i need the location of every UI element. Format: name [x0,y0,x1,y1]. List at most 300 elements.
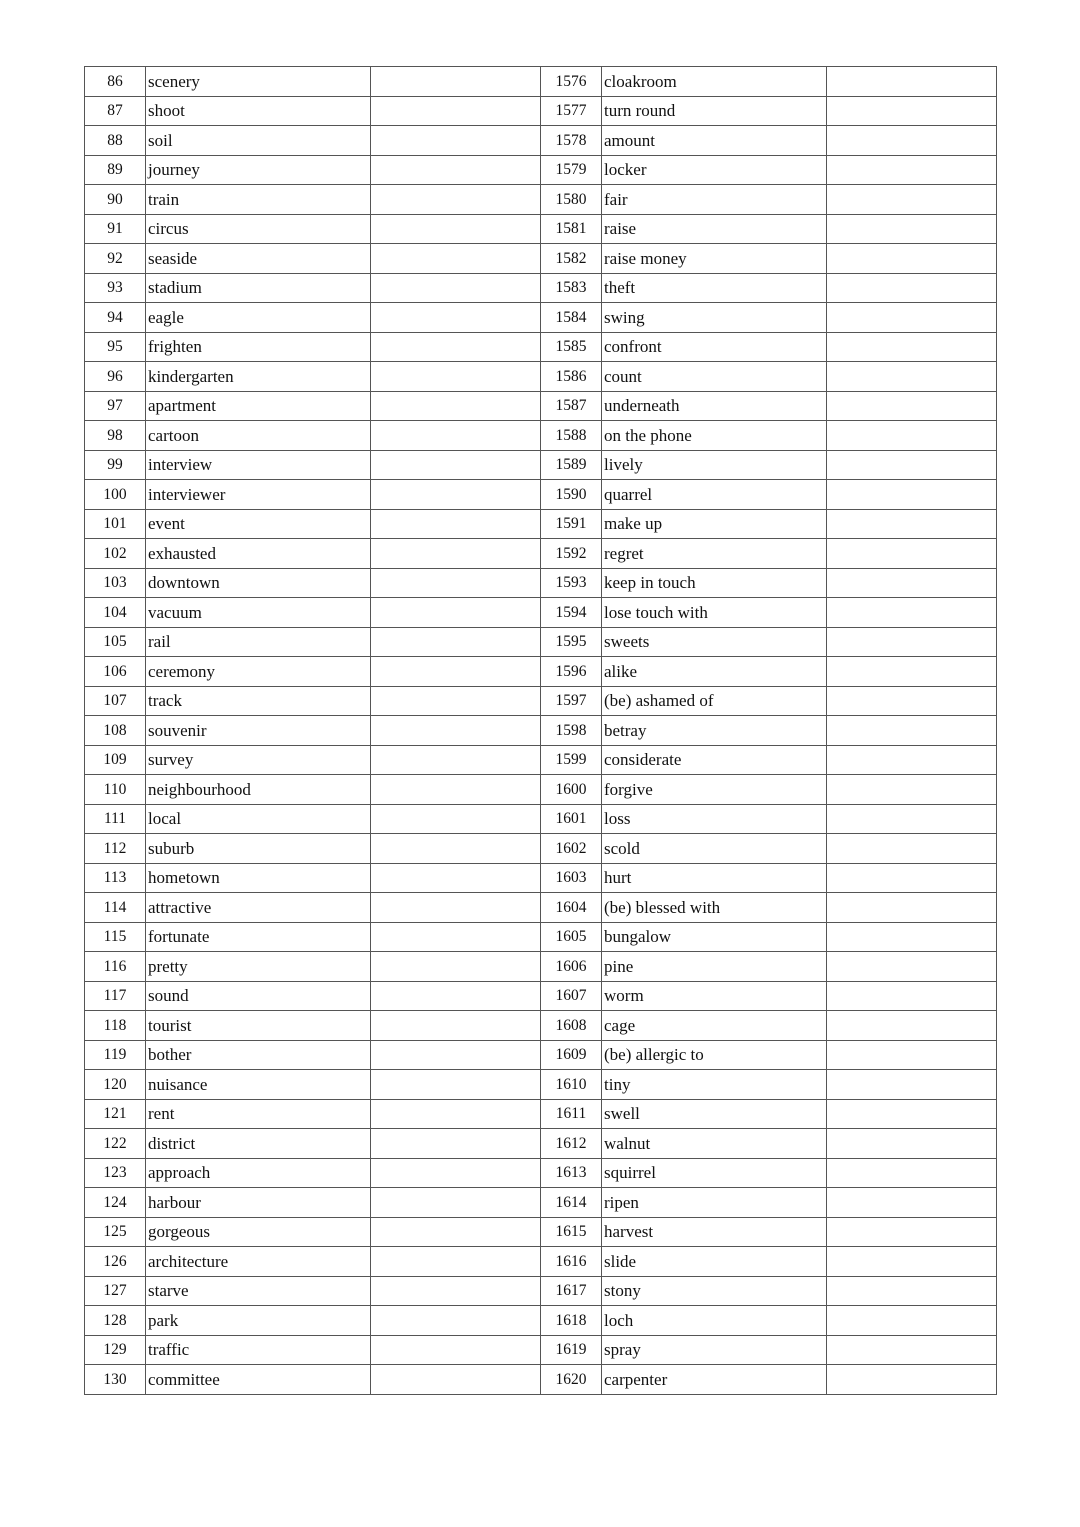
left-answer-blank [371,509,541,539]
right-entry-word: (be) ashamed of [602,686,827,716]
right-answer-blank [827,185,997,215]
left-answer-blank [371,96,541,126]
right-answer-blank [827,126,997,156]
right-entry-word: regret [602,539,827,569]
left-entry-word: pretty [146,952,371,982]
table-row [85,126,997,156]
right-entry-word: harvest [602,1217,827,1247]
left-answer-blank [371,273,541,303]
left-entry-word: attractive [146,893,371,923]
table-row [85,981,997,1011]
right-entry-word: pine [602,952,827,982]
left-answer-blank [371,332,541,362]
left-entry-word: rail [146,627,371,657]
left-entry-number: 98 [85,421,146,451]
right-answer-blank [827,922,997,952]
left-entry-number: 118 [85,1011,146,1041]
table-row [85,1335,997,1365]
table-row [85,775,997,805]
right-answer-blank [827,1070,997,1100]
right-entry-number: 1580 [541,185,602,215]
right-entry-word: on the phone [602,421,827,451]
right-entry-number: 1588 [541,421,602,451]
right-entry-number: 1582 [541,244,602,274]
right-entry-number: 1598 [541,716,602,746]
table-row [85,804,997,834]
left-answer-blank [371,155,541,185]
table-row [85,893,997,923]
right-answer-blank [827,1188,997,1218]
right-entry-word: loch [602,1306,827,1336]
right-answer-blank [827,952,997,982]
left-answer-blank [371,362,541,392]
left-entry-number: 102 [85,539,146,569]
left-entry-number: 110 [85,775,146,805]
left-answer-blank [371,1011,541,1041]
left-entry-number: 93 [85,273,146,303]
right-answer-blank [827,273,997,303]
left-entry-number: 126 [85,1247,146,1277]
right-entry-number: 1613 [541,1158,602,1188]
left-entry-word: harbour [146,1188,371,1218]
right-entry-word: scold [602,834,827,864]
table-row [85,185,997,215]
left-entry-number: 89 [85,155,146,185]
right-answer-blank [827,627,997,657]
right-entry-number: 1607 [541,981,602,1011]
table-row [85,244,997,274]
table-row [85,509,997,539]
left-entry-word: tourist [146,1011,371,1041]
left-answer-blank [371,1070,541,1100]
left-entry-word: local [146,804,371,834]
left-answer-blank [371,834,541,864]
left-answer-blank [371,981,541,1011]
right-answer-blank [827,1247,997,1277]
left-answer-blank [371,922,541,952]
right-entry-number: 1609 [541,1040,602,1070]
left-entry-word: bother [146,1040,371,1070]
left-entry-number: 86 [85,67,146,97]
right-entry-number: 1581 [541,214,602,244]
left-entry-number: 122 [85,1129,146,1159]
left-answer-blank [371,126,541,156]
right-entry-word: loss [602,804,827,834]
right-entry-number: 1590 [541,480,602,510]
table-row [85,627,997,657]
right-entry-word: squirrel [602,1158,827,1188]
right-answer-blank [827,391,997,421]
right-answer-blank [827,480,997,510]
right-entry-word: walnut [602,1129,827,1159]
right-entry-number: 1579 [541,155,602,185]
table-row [85,332,997,362]
table-row [85,1217,997,1247]
left-entry-number: 103 [85,568,146,598]
left-entry-number: 92 [85,244,146,274]
left-answer-blank [371,185,541,215]
left-entry-word: gorgeous [146,1217,371,1247]
right-entry-word: cloakroom [602,67,827,97]
table-row [85,922,997,952]
left-entry-number: 104 [85,598,146,628]
left-entry-word: sound [146,981,371,1011]
right-answer-blank [827,804,997,834]
right-answer-blank [827,362,997,392]
left-entry-word: cartoon [146,421,371,451]
right-entry-number: 1602 [541,834,602,864]
right-entry-word: considerate [602,745,827,775]
table-row [85,1276,997,1306]
right-answer-blank [827,332,997,362]
right-entry-number: 1592 [541,539,602,569]
right-entry-number: 1589 [541,450,602,480]
right-entry-word: (be) blessed with [602,893,827,923]
left-entry-number: 87 [85,96,146,126]
left-answer-blank [371,893,541,923]
table-row [85,1040,997,1070]
vocabulary-table [84,66,997,1395]
left-entry-word: stadium [146,273,371,303]
left-entry-number: 114 [85,893,146,923]
right-entry-number: 1576 [541,67,602,97]
table-row [85,834,997,864]
left-entry-number: 123 [85,1158,146,1188]
right-answer-blank [827,1306,997,1336]
left-answer-blank [371,539,541,569]
right-entry-word: confront [602,332,827,362]
left-entry-word: frighten [146,332,371,362]
left-entry-word: ceremony [146,657,371,687]
left-entry-word: track [146,686,371,716]
vocabulary-table-body [85,67,997,1395]
right-answer-blank [827,716,997,746]
left-answer-blank [371,480,541,510]
table-row [85,1365,997,1395]
right-answer-blank [827,568,997,598]
right-entry-word: sweets [602,627,827,657]
table-row [85,863,997,893]
right-answer-blank [827,67,997,97]
table-row [85,96,997,126]
right-answer-blank [827,1158,997,1188]
right-answer-blank [827,1365,997,1395]
right-entry-number: 1586 [541,362,602,392]
left-entry-number: 108 [85,716,146,746]
right-answer-blank [827,893,997,923]
left-answer-blank [371,1306,541,1336]
right-entry-number: 1603 [541,863,602,893]
left-entry-number: 113 [85,863,146,893]
left-entry-number: 97 [85,391,146,421]
table-row [85,686,997,716]
right-entry-number: 1606 [541,952,602,982]
right-answer-blank [827,1099,997,1129]
left-answer-blank [371,1158,541,1188]
right-entry-word: make up [602,509,827,539]
right-answer-blank [827,1129,997,1159]
left-entry-number: 109 [85,745,146,775]
left-entry-number: 107 [85,686,146,716]
left-entry-number: 117 [85,981,146,1011]
left-entry-word: fortunate [146,922,371,952]
left-entry-number: 119 [85,1040,146,1070]
right-entry-word: betray [602,716,827,746]
left-entry-word: survey [146,745,371,775]
right-entry-word: raise [602,214,827,244]
right-entry-word: stony [602,1276,827,1306]
left-entry-word: traffic [146,1335,371,1365]
right-entry-word: worm [602,981,827,1011]
table-row [85,303,997,333]
right-entry-number: 1605 [541,922,602,952]
right-entry-word: bungalow [602,922,827,952]
left-entry-number: 90 [85,185,146,215]
right-entry-word: slide [602,1247,827,1277]
left-answer-blank [371,863,541,893]
right-entry-word: tiny [602,1070,827,1100]
left-entry-number: 106 [85,657,146,687]
table-row [85,1306,997,1336]
left-entry-number: 100 [85,480,146,510]
table-row [85,716,997,746]
left-entry-number: 105 [85,627,146,657]
right-entry-number: 1604 [541,893,602,923]
right-entry-word: ripen [602,1188,827,1218]
left-entry-word: architecture [146,1247,371,1277]
left-answer-blank [371,716,541,746]
left-entry-word: circus [146,214,371,244]
table-row [85,273,997,303]
left-answer-blank [371,214,541,244]
left-answer-blank [371,391,541,421]
right-entry-word: raise money [602,244,827,274]
right-entry-number: 1600 [541,775,602,805]
left-entry-number: 95 [85,332,146,362]
left-answer-blank [371,1099,541,1129]
left-entry-word: journey [146,155,371,185]
right-answer-blank [827,775,997,805]
right-entry-number: 1619 [541,1335,602,1365]
left-entry-word: interviewer [146,480,371,510]
left-entry-number: 124 [85,1188,146,1218]
left-entry-word: starve [146,1276,371,1306]
left-entry-number: 88 [85,126,146,156]
right-answer-blank [827,598,997,628]
right-entry-number: 1595 [541,627,602,657]
right-entry-number: 1618 [541,1306,602,1336]
left-entry-number: 127 [85,1276,146,1306]
left-entry-word: apartment [146,391,371,421]
right-answer-blank [827,834,997,864]
right-entry-word: locker [602,155,827,185]
left-entry-word: scenery [146,67,371,97]
table-row [85,1070,997,1100]
left-entry-number: 130 [85,1365,146,1395]
left-entry-word: seaside [146,244,371,274]
right-answer-blank [827,1040,997,1070]
left-answer-blank [371,1188,541,1218]
left-answer-blank [371,1040,541,1070]
left-answer-blank [371,598,541,628]
table-row [85,1129,997,1159]
right-answer-blank [827,981,997,1011]
left-entry-number: 112 [85,834,146,864]
left-answer-blank [371,1247,541,1277]
left-entry-word: approach [146,1158,371,1188]
table-row [85,480,997,510]
right-entry-number: 1593 [541,568,602,598]
right-entry-word: cage [602,1011,827,1041]
left-entry-number: 125 [85,1217,146,1247]
right-answer-blank [827,155,997,185]
right-answer-blank [827,509,997,539]
right-entry-number: 1578 [541,126,602,156]
table-row [85,568,997,598]
table-row [85,539,997,569]
left-entry-word: district [146,1129,371,1159]
table-row [85,598,997,628]
table-row [85,1011,997,1041]
left-entry-number: 96 [85,362,146,392]
right-entry-word: carpenter [602,1365,827,1395]
right-entry-number: 1577 [541,96,602,126]
left-entry-word: train [146,185,371,215]
right-entry-number: 1596 [541,657,602,687]
left-entry-word: committee [146,1365,371,1395]
table-row [85,155,997,185]
right-entry-word: hurt [602,863,827,893]
right-answer-blank [827,450,997,480]
left-entry-number: 128 [85,1306,146,1336]
right-entry-number: 1583 [541,273,602,303]
left-answer-blank [371,686,541,716]
right-answer-blank [827,244,997,274]
table-row [85,362,997,392]
left-entry-word: event [146,509,371,539]
right-answer-blank [827,1217,997,1247]
left-entry-word: souvenir [146,716,371,746]
left-answer-blank [371,1365,541,1395]
right-answer-blank [827,539,997,569]
right-entry-number: 1614 [541,1188,602,1218]
right-answer-blank [827,863,997,893]
table-row [85,952,997,982]
right-entry-word: swing [602,303,827,333]
right-entry-number: 1585 [541,332,602,362]
left-entry-word: vacuum [146,598,371,628]
right-entry-number: 1599 [541,745,602,775]
right-entry-number: 1611 [541,1099,602,1129]
left-entry-word: soil [146,126,371,156]
table-row [85,67,997,97]
right-entry-word: underneath [602,391,827,421]
right-entry-number: 1616 [541,1247,602,1277]
left-answer-blank [371,1276,541,1306]
table-row [85,1247,997,1277]
table-row [85,657,997,687]
left-entry-word: exhausted [146,539,371,569]
left-entry-word: interview [146,450,371,480]
right-answer-blank [827,1276,997,1306]
left-entry-number: 120 [85,1070,146,1100]
left-entry-word: eagle [146,303,371,333]
left-answer-blank [371,244,541,274]
right-entry-number: 1601 [541,804,602,834]
left-entry-number: 111 [85,804,146,834]
left-entry-word: downtown [146,568,371,598]
left-entry-word: kindergarten [146,362,371,392]
right-entry-word: count [602,362,827,392]
left-entry-number: 129 [85,1335,146,1365]
left-answer-blank [371,804,541,834]
left-entry-number: 121 [85,1099,146,1129]
right-answer-blank [827,303,997,333]
right-entry-word: fair [602,185,827,215]
right-answer-blank [827,1335,997,1365]
left-entry-number: 101 [85,509,146,539]
right-entry-word: theft [602,273,827,303]
right-entry-word: quarrel [602,480,827,510]
right-entry-number: 1608 [541,1011,602,1041]
right-entry-word: alike [602,657,827,687]
right-entry-number: 1617 [541,1276,602,1306]
right-entry-word: lose touch with [602,598,827,628]
table-row [85,214,997,244]
right-entry-number: 1597 [541,686,602,716]
left-answer-blank [371,1335,541,1365]
right-entry-word: spray [602,1335,827,1365]
table-row [85,1099,997,1129]
right-entry-number: 1610 [541,1070,602,1100]
left-entry-word: park [146,1306,371,1336]
right-entry-word: forgive [602,775,827,805]
right-answer-blank [827,421,997,451]
right-answer-blank [827,657,997,687]
right-entry-number: 1587 [541,391,602,421]
right-answer-blank [827,1011,997,1041]
table-row [85,1188,997,1218]
right-answer-blank [827,96,997,126]
right-entry-word: turn round [602,96,827,126]
right-entry-word: swell [602,1099,827,1129]
left-entry-number: 99 [85,450,146,480]
left-answer-blank [371,568,541,598]
table-row [85,450,997,480]
right-entry-number: 1591 [541,509,602,539]
left-answer-blank [371,627,541,657]
table-row [85,421,997,451]
left-answer-blank [371,450,541,480]
left-answer-blank [371,303,541,333]
right-entry-word: (be) allergic to [602,1040,827,1070]
left-answer-blank [371,67,541,97]
left-answer-blank [371,775,541,805]
left-entry-word: neighbourhood [146,775,371,805]
left-answer-blank [371,1217,541,1247]
right-entry-number: 1620 [541,1365,602,1395]
table-row [85,745,997,775]
left-entry-word: nuisance [146,1070,371,1100]
left-entry-number: 115 [85,922,146,952]
right-entry-word: amount [602,126,827,156]
left-answer-blank [371,421,541,451]
left-entry-number: 116 [85,952,146,982]
left-answer-blank [371,745,541,775]
right-answer-blank [827,745,997,775]
left-answer-blank [371,657,541,687]
left-answer-blank [371,1129,541,1159]
